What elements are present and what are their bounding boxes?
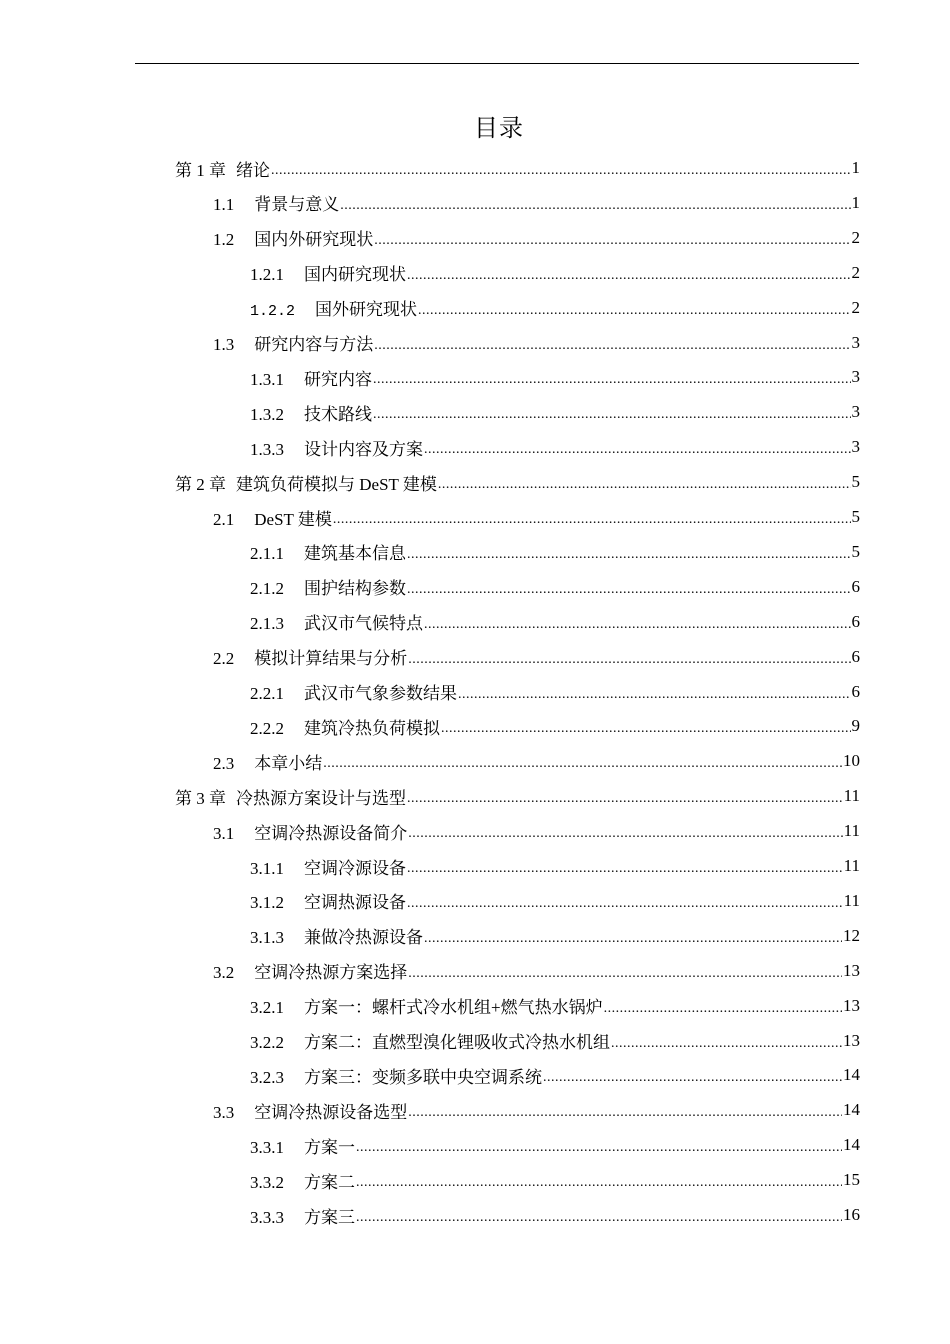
toc-entry[interactable] [213,186,860,220]
toc-entry-label [250,1063,542,1088]
toc-entry[interactable] [213,954,860,988]
toc-entry-text: 模拟计算结果与分析 [254,649,408,669]
toc-entry-text: DeST 建模 [254,509,332,529]
dot-leader [407,856,843,876]
toc-entry[interactable] [250,919,860,953]
dot-leader [373,367,851,387]
dot-leader [611,1031,842,1051]
dot-leader [356,1170,842,1190]
toc-entry-label [250,295,417,320]
toc-entry-text: 武汉市气象参数结果 [304,684,457,703]
toc-entry[interactable] [250,291,860,325]
toc-entry-page: 1 [851,192,860,212]
toc-entry[interactable] [250,360,860,394]
dot-leader [407,891,843,911]
dot-leader [374,333,850,353]
toc-entry-label [250,1028,610,1053]
dot-leader [458,682,851,702]
toc-entry-number: 第 3 章 [175,788,226,808]
toc-entry-number: 2.2.1 [250,684,284,703]
toc-entry-text: 空调热源设备 [304,893,406,913]
toc-entry-text: 国外研究现状 [315,300,418,320]
toc-entry-text: 本章小结 [254,753,323,773]
toc-entry[interactable] [213,1093,860,1127]
toc-entry-number: 3.3.3 [250,1207,284,1227]
toc-entry[interactable] [250,849,860,883]
toc-entry[interactable] [213,500,860,534]
toc-entry-number: 3.1.3 [250,928,284,948]
toc-entry-text: 空调冷源设备 [304,858,406,878]
toc-entry-text: 国内外研究现状 [254,230,374,250]
dot-leader [374,228,850,248]
toc-entry-text: 方案二：直燃型溴化锂吸收式冷热水机组 [304,1033,610,1052]
toc-entry[interactable] [250,1128,860,1162]
toc-entry-number: 1.3.3 [250,439,284,459]
toc-entry-number: 1.2.1 [250,265,284,285]
toc-entry[interactable] [213,744,860,778]
toc-entry-page: 2 [851,227,860,247]
toc-entry[interactable] [250,989,860,1023]
toc-entry-number: 1.2.2 [250,303,296,321]
toc-entry-page: 11 [843,786,860,806]
dot-leader [333,507,851,527]
toc-entry-page: 10 [843,751,860,771]
toc-entry[interactable] [213,326,860,360]
toc-entry-number: 1.1 [213,195,235,215]
dot-leader [408,647,850,667]
header-rule [135,63,859,64]
toc-entry[interactable] [250,1163,860,1197]
toc-entry-text: 建筑负荷模拟与 DeST 建模 [236,474,437,494]
toc-entry[interactable] [175,465,860,499]
toc-entry[interactable] [250,430,860,464]
toc-entry-text: 研究内容 [304,369,372,389]
toc-entry-text: 建筑冷热负荷模拟 [304,718,440,738]
toc-entry-label [175,784,406,809]
toc-entry-page: 15 [843,1170,860,1190]
toc-entry[interactable] [175,151,860,185]
toc-entry-label [175,470,437,495]
toc-entry-label [250,993,603,1018]
toc-entry-page: 1 [851,158,860,177]
toc-entry[interactable] [250,256,860,290]
toc-entry-text: 围护结构参数 [304,579,406,599]
toc-entry-number: 1.2 [213,230,235,250]
toc-entry-number: 2.3 [213,753,235,773]
toc-entry-number: 3.3.2 [250,1172,284,1192]
toc-entry-text: 绪论 [236,160,270,180]
toc-entry[interactable] [213,814,860,848]
toc-entry-number: 2.2 [213,649,235,669]
toc-entry-label [250,923,423,948]
toc-entry-number: 2.2.2 [250,718,284,738]
toc-entry-label [250,854,406,879]
toc-entry-number: 第 1 章 [175,160,226,180]
toc-entry-text: 方案一 [304,1137,355,1157]
toc-entry-number: 2.1.2 [250,579,284,599]
dot-leader [438,472,851,492]
toc-entry-text: 方案二 [304,1172,355,1192]
dot-leader [424,612,851,632]
toc-entry-label [250,365,372,390]
toc-entry-label [213,190,339,215]
toc-entry-page: 5 [851,541,860,561]
toc-entry[interactable] [250,605,860,639]
toc-entry-page: 6 [851,681,860,701]
toc-entry-page: 12 [843,925,860,945]
toc-entry-label [250,1168,355,1193]
toc-entry-page: 13 [843,995,860,1015]
toc-entry-number: 3.2.2 [250,1033,284,1052]
dot-leader [407,542,851,562]
toc-entry-page: 14 [843,1065,860,1085]
toc-entry[interactable] [213,640,860,674]
toc-entry-page: 3 [851,437,860,457]
toc-entry-label [250,574,406,599]
toc-entry[interactable] [250,884,860,918]
toc-entry-page: 11 [843,890,860,910]
toc-entry-label [250,400,372,425]
toc-entry-text: 方案三：变频多联中央空调系统 [304,1067,542,1087]
toc-entry-text: 技术路线 [304,404,372,424]
toc-entry-text: 国内研究现状 [304,265,406,285]
dot-leader [418,298,850,318]
dot-leader [340,193,850,213]
toc-entry-label [213,505,332,530]
toc-entry-number: 3.3 [213,1102,235,1122]
dot-leader [604,996,842,1016]
toc-entry-page: 5 [851,507,860,526]
toc-entry-page: 6 [851,611,860,631]
toc-entry-text: 设计内容及方案 [304,439,423,459]
toc-entry-label [250,609,423,634]
toc-entry-label [213,330,373,355]
toc-entry-text: 背景与意义 [254,195,340,215]
toc-entry-page: 6 [851,646,860,666]
toc-entry-number: 3.2.3 [250,1067,284,1087]
toc-entry-page: 9 [851,716,860,736]
toc-entry-label [213,958,407,983]
toc-entry-page: 11 [843,856,860,875]
toc-entry-label [213,1098,407,1123]
toc-entry-number: 3.1.1 [250,858,284,878]
toc-entry-page: 11 [843,821,860,841]
toc-entry-text: 空调冷热源设备简介 [254,823,408,843]
toc-entry-label [250,435,423,460]
toc-entry-number: 3.1.2 [250,893,284,913]
toc-entry-number: 第 2 章 [175,474,226,494]
toc-entry-label [250,539,406,564]
toc-title: 目录 [474,116,524,142]
toc-entry-number: 2.1.1 [250,544,284,564]
toc-entry-number: 1.3.1 [250,369,284,389]
toc-entry-text: 空调冷热源设备选型 [254,1102,408,1122]
dot-leader [543,1065,842,1085]
toc-entry[interactable] [250,395,860,429]
toc-entry-text: 建筑基本信息 [304,544,406,564]
toc-entry-label [213,819,407,844]
toc-entry-page: 3 [851,367,860,387]
dot-leader [373,402,851,422]
dot-leader [271,158,851,178]
dot-leader [408,1100,842,1120]
toc-entry-label [250,679,457,704]
dot-leader [408,821,842,841]
toc-entry-page: 3 [851,332,860,352]
toc-entry[interactable] [250,570,860,604]
toc-entry-page: 14 [843,1100,860,1120]
toc-entry-number: 3.2 [213,963,235,983]
dot-leader [323,751,842,771]
toc-entry-page: 14 [843,1135,860,1155]
toc-entry[interactable] [250,675,860,709]
toc-entry[interactable] [250,1198,860,1232]
toc-entry-text: 空调冷热源方案选择 [254,963,408,983]
toc-entry-page: 3 [851,402,860,422]
toc-entry-page: 13 [843,1030,860,1050]
dot-leader [407,786,843,806]
toc-entry-label [250,714,440,739]
toc-entry-label [213,749,322,774]
dot-leader [407,263,851,283]
toc-entry[interactable] [175,779,860,813]
toc-entry-page: 2 [851,297,860,317]
toc-entry-number: 2.1.3 [250,614,284,634]
toc-entry-text: 方案三 [304,1207,355,1227]
toc-entry-page: 5 [851,472,860,492]
toc-entry-label [250,1203,355,1228]
toc-entry-number: 3.1 [213,823,235,843]
toc-entry[interactable] [250,709,860,743]
dot-leader [408,961,842,981]
toc-entry-number: 1.3.2 [250,404,284,424]
toc-entry[interactable] [250,1058,860,1092]
toc-entry-page: 2 [851,262,860,282]
toc-entry-label [250,260,406,285]
toc-entry-number: 2.1 [213,509,235,529]
toc-entry-text: 冷热源方案设计与选型 [236,788,406,808]
toc-entry-page: 6 [851,576,860,596]
dot-leader [356,1135,842,1155]
toc-entry-number: 1.3 [213,335,235,354]
dot-leader [441,716,851,736]
dot-leader [407,577,851,597]
dot-leader [424,437,851,457]
toc-entry-page: 13 [843,960,860,980]
toc-entry-label [213,644,407,669]
toc-entry[interactable] [250,535,860,569]
toc-entry-text: 武汉市气候特点 [304,614,423,634]
toc-entry-text: 兼做冷热源设备 [304,928,423,948]
toc-entry-number: 3.3.1 [250,1137,284,1157]
toc-entry-number: 3.2.1 [250,998,284,1018]
toc-entry-text: 方案一：螺杆式冷水机组+燃气热水锅炉 [304,998,603,1018]
toc-entry-label [250,1133,355,1158]
toc-entry[interactable] [250,1024,860,1058]
dot-leader [356,1205,842,1225]
toc-entry[interactable] [213,221,860,255]
dot-leader [424,926,842,946]
toc-entry-text: 研究内容与方法 [254,335,374,354]
toc-entry-label [213,225,373,250]
toc-entry-page: 16 [843,1205,860,1224]
toc-entry-label [250,888,406,913]
toc-entry-label [175,156,270,181]
